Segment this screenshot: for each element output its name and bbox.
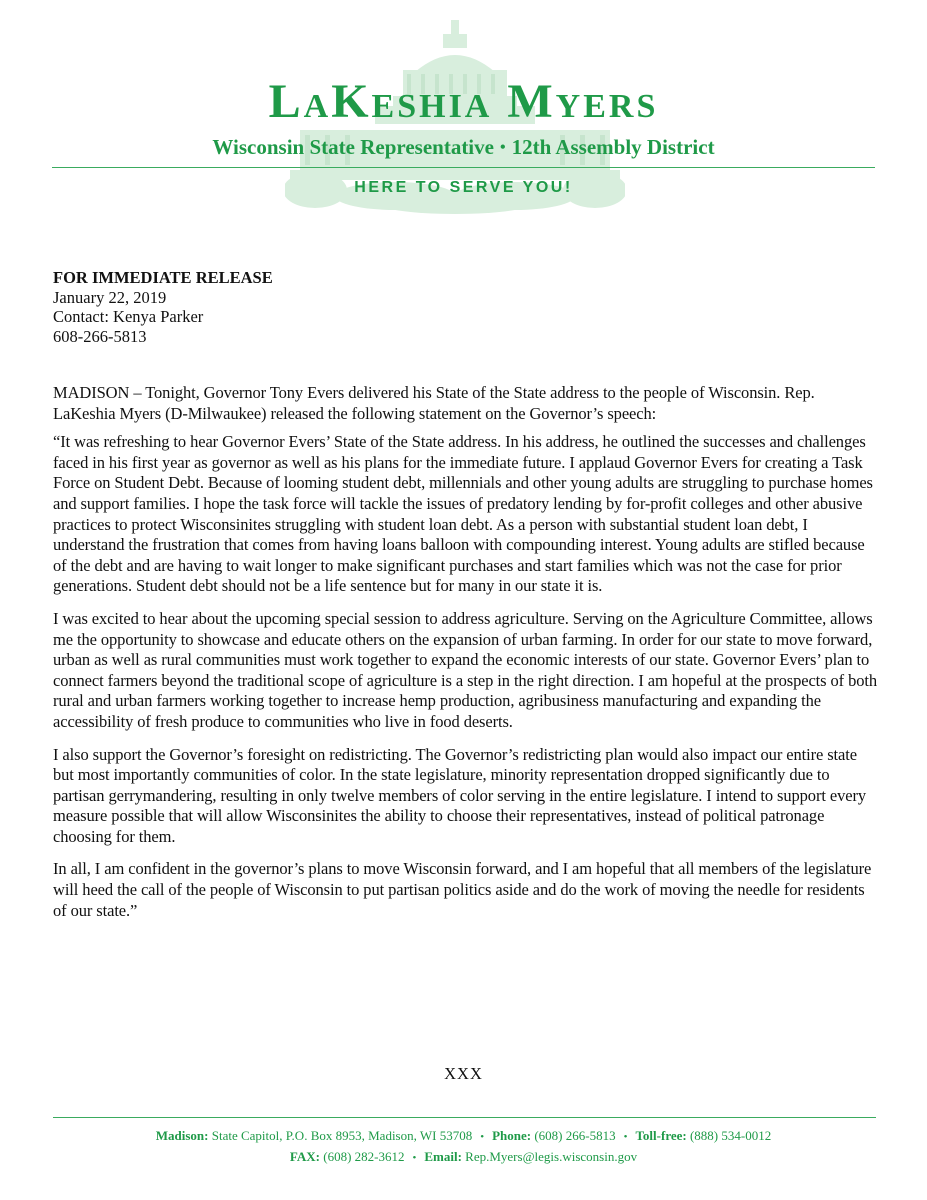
footer-fax: (608) 282-3612 [323, 1149, 405, 1164]
footer-bullet: • [480, 1131, 485, 1143]
representative-name: LaKeshia Myers [268, 75, 659, 128]
footer-madison-label: Madison: [155, 1128, 209, 1143]
release-contact: Contact: Kenya Parker [53, 307, 204, 326]
release-label: FOR IMMEDIATE RELEASE [53, 268, 273, 287]
release-phone: 608-266-5813 [53, 326, 147, 346]
footer-email[interactable]: Rep.Myers@legis.wisconsin.gov [465, 1149, 638, 1164]
footer-tollfree: (888) 534-0012 [689, 1128, 772, 1143]
body-paragraph-closing: In all, I am confident in the governor’s plans to move Wisconsin forward, and I am hopeful that all members of the legislature will heed the call of the people of Wisconsin to put partisan politics aside and do the work of moving the needle for residents of our state.” [53, 859, 872, 920]
footer-line-1 [0, 1126, 927, 1147]
footer-bullet: • [623, 1131, 628, 1143]
release-date: January 22, 2019 [53, 287, 167, 307]
body-paragraph-intro: MADISON – Tonight, Governor Tony Evers delivered his State of the State address to the people of Wisconsin. Rep. LaKeshia Myers (D-Milwaukee) released the following statement on the Governor’s speech: [53, 383, 815, 423]
footer-email-label: Email: [424, 1149, 462, 1164]
footer [0, 1126, 927, 1168]
end-mark: XXX [444, 1064, 483, 1083]
footer-phone: (608) 266-5813 [534, 1128, 616, 1143]
footer-fax-label: FAX: [289, 1149, 320, 1164]
footer-bullet: • [412, 1152, 417, 1164]
body-paragraph-agriculture: I was excited to hear about the upcoming special session to address agriculture. Serving on the Agriculture Committee, allows me the opportunity to showcase and educate others on the expansion of urban farming. In order for our state to move forward, urban as well as rural communities must work together to expand the economic interests of our state. Governor Evers’ plan to connect farmers beyond the traditional scope of agriculture is a step in the right direction. I am hopeful at the prospects of both rural and urban farmers working together to increase hemp production, agribusiness manufacturing and expanding the accessibility of fresh produce to communities who live in food deserts. [53, 608, 878, 731]
title-district: 12th Assembly District [511, 135, 715, 159]
release-header [53, 268, 273, 346]
footer-phone-label: Phone: [492, 1128, 532, 1143]
body-paragraph-redistricting: I also support the Governor’s foresight on redistricting. The Governor’s redistricting plan would also impact our entire state but most importantly communities of color. In the state legislature, minority representation dropped significantly due to partisan gerrymandering, resulting in only twelve members of color serving in the entire legislature. I intend to support every measure possible that will allow Wisconsinites the ability to choose their representatives, instead of political patronage choosing for them. [53, 744, 866, 846]
representative-title [0, 137, 927, 158]
footer-tollfree-label: Toll-free: [635, 1128, 687, 1143]
footer-line-2 [0, 1147, 927, 1168]
title-bullet: • [499, 139, 506, 156]
header-divider [52, 167, 875, 168]
letterhead [0, 0, 927, 215]
footer-divider [53, 1117, 876, 1118]
release-body [53, 383, 879, 933]
title-office: Wisconsin State Representative [212, 135, 494, 159]
tagline: HERE TO SERVE YOU! [354, 179, 573, 196]
footer-madison-address: State Capitol, P.O. Box 8953, Madison, WI 53708 [211, 1128, 473, 1143]
body-paragraph-student-debt: “It was refreshing to hear Governor Evers’ State of the State address. In his address, he outlined the successes and challenges faced in his first year as governor as well as his plans for the immediate future. I applaud Governor Evers for creating a Task Force on Student Debt. Because of looming student debt, millennials and other young adults are struggling to purchase homes and support families. I hope the task force will tackle the issues of predatory lending by for-profit colleges and other abusive practices to protect Wisconsinites struggling with student loan debt. As a person with substantial student loan debt, I understand the frustration that comes from having loans balloon with compounding interest. Young adults are stifled because of the debt and are having to wait longer to make significant purchases and start families which was not the case for prior generations. Student debt should not be a life sentence but for many in our state it is. [53, 432, 873, 596]
